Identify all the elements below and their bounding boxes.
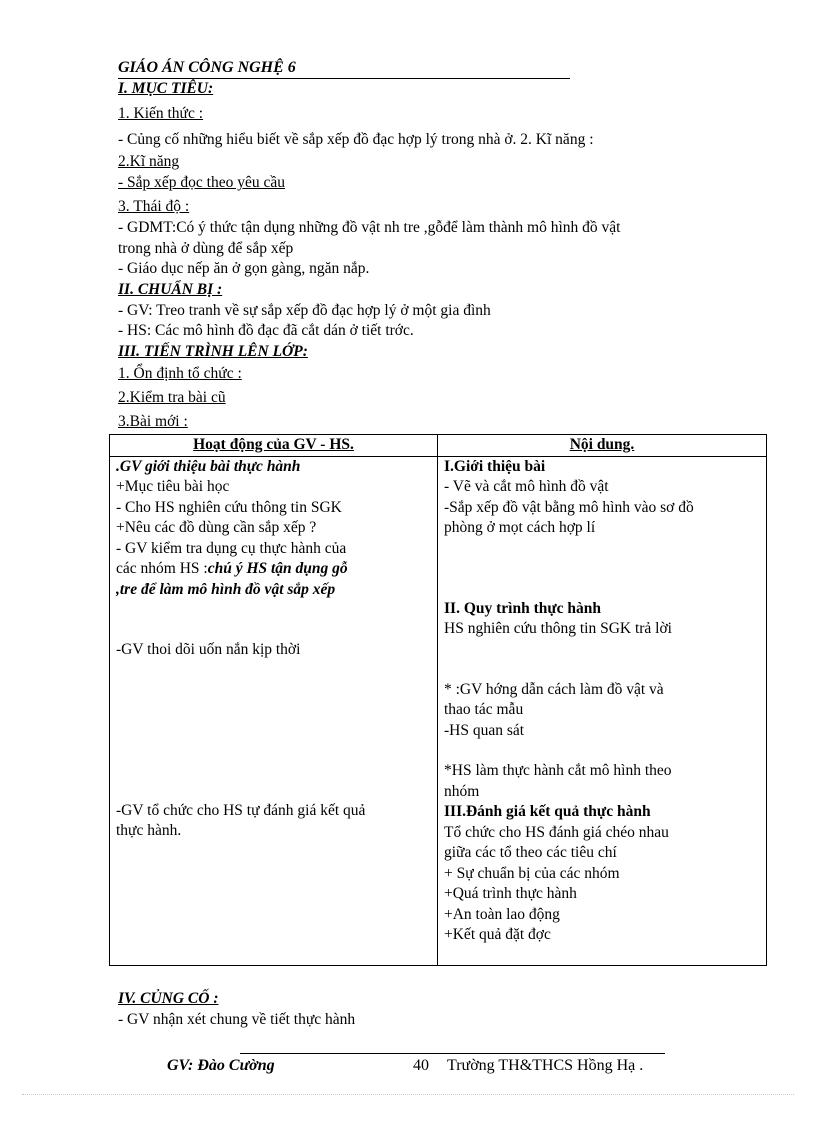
content-line: Tổ chức cho HS đánh giá chéo nhau <box>444 823 669 841</box>
activity-line: +Mục tiêu bài học <box>116 478 230 495</box>
step-2: 2.Kiểm tra bài cũ <box>118 389 226 406</box>
activity-line: - GV kiểm tra dụng cụ thực hành của <box>116 539 347 557</box>
table-row <box>110 456 767 966</box>
skill-text: - Sắp xếp đọc theo yêu cầu <box>118 174 285 191</box>
skill-label: 2.Kĩ năng <box>118 153 180 170</box>
content-line: HS nghiên cứu thông tin SGK trả lời <box>444 620 672 637</box>
content-line: +Kết quả đặt đợc <box>444 926 551 943</box>
content-line: - Vẽ và cắt mô hình đồ vật <box>444 478 609 495</box>
activity-line: ,tre để làm mô hình đồ vật sắp xếp <box>116 580 336 598</box>
content-line: +An toàn lao động <box>444 905 560 923</box>
activity-line: - Cho HS nghiên cứu thông tin SGK <box>116 498 342 516</box>
attitude-label: 3. Thái độ : <box>118 198 190 215</box>
activity-line: -GV tổ chức cho HS tự đánh giá kết quả <box>116 801 366 819</box>
content-heading: I.Giới thiệu bài <box>444 457 546 475</box>
lesson-title: GIÁO ÁN CÔNG NGHỆ 6 <box>118 59 296 76</box>
content-line: * :GV hớng dẫn cách làm đồ vật và <box>444 680 664 698</box>
activity-line: thực hành. <box>116 822 182 839</box>
prep-line-1: - GV: Treo tranh về sự sắp xếp đồ đạc hợp lý ở một gia đình <box>118 302 491 319</box>
page-header <box>118 58 570 79</box>
activity-line: .GV giới thiệu bài thực hành <box>116 457 301 475</box>
attitude-line-1: - GDMT:Có ý thức tận dụng những đồ vật nh tre ,gỗđể làm thành mô hình đồ vật <box>118 219 621 236</box>
activity-text: các nhóm HS : <box>116 560 208 577</box>
footer-page-number: 40 <box>413 1057 429 1074</box>
lesson-table <box>109 434 767 966</box>
content-line: giữa các tổ theo các tiêu chí <box>444 844 617 861</box>
attitude-line-3: - Giáo dục nếp ăn ở gọn gàng, ngăn nắp. <box>118 260 370 277</box>
activity-line: +Nêu các đồ dùng cần sắp xếp ? <box>116 519 317 536</box>
content-line: +Quá trình thực hành <box>444 885 577 902</box>
content-heading: III.Đánh giá kết quả thực hành <box>444 803 651 820</box>
section2-heading: II. CHUẨN BỊ : <box>118 281 223 298</box>
footer-divider <box>240 1053 665 1054</box>
page-bottom-rule <box>22 1094 794 1095</box>
footer-teacher: GV: Đào Cường <box>167 1057 275 1074</box>
col-activities-header: Hoạt động của GV - HS. <box>110 435 438 457</box>
knowledge-text: - Củng cố những hiểu biết về sắp xếp đồ đạc hợp lý trong nhà ở. 2. Kĩ năng : <box>118 131 594 148</box>
content-heading: II. Quy trình thực hành <box>444 599 602 617</box>
content-line: thao tác mẫu <box>444 701 524 718</box>
activity-line <box>116 559 431 580</box>
activities-cell <box>110 456 438 966</box>
prep-line-2: - HS: Các mô hình đồ đạc đã cắt dán ở tiết trớc. <box>118 322 414 339</box>
col-content-header: Nội dung. <box>438 435 767 457</box>
table-header-row <box>110 435 767 457</box>
section4-heading: IV. CỦNG CỐ : <box>118 990 219 1007</box>
content-line: nhóm <box>444 782 480 800</box>
content-line: phòng ở mọt cách hợp lí <box>444 519 596 536</box>
content-line: *HS làm thực hành cắt mô hình theo <box>444 762 672 779</box>
attitude-line-2: trong nhà ở dùng để sắp xếp <box>118 240 294 257</box>
step-3: 3.Bài mới : <box>118 413 188 430</box>
activity-emphasis: chú ý HS tận dụng gỗ <box>207 560 348 577</box>
activity-line: -GV thoi dõi uốn nắn kịp thời <box>116 641 301 658</box>
content-cell <box>438 456 767 966</box>
review-line-1: - GV nhận xét chung về tiết thực hành <box>118 1011 356 1028</box>
section3-heading: III. TIẾN TRÌNH LÊN LỚP: <box>118 343 308 360</box>
footer-school: Trường TH&THCS Hồng Hạ . <box>447 1057 644 1074</box>
knowledge-label: 1. Kiến thức : <box>118 105 204 122</box>
step-1: 1. Ổn định tổ chức : <box>118 365 242 382</box>
content-line: -HS quan sát <box>444 721 525 739</box>
section1-heading: I. MỤC TIÊU: <box>118 80 214 97</box>
content-line: -Sắp xếp đồ vật bằng mô hình vào sơ đồ <box>444 498 694 516</box>
content-line: + Sự chuẩn bị của các nhóm <box>444 864 620 882</box>
